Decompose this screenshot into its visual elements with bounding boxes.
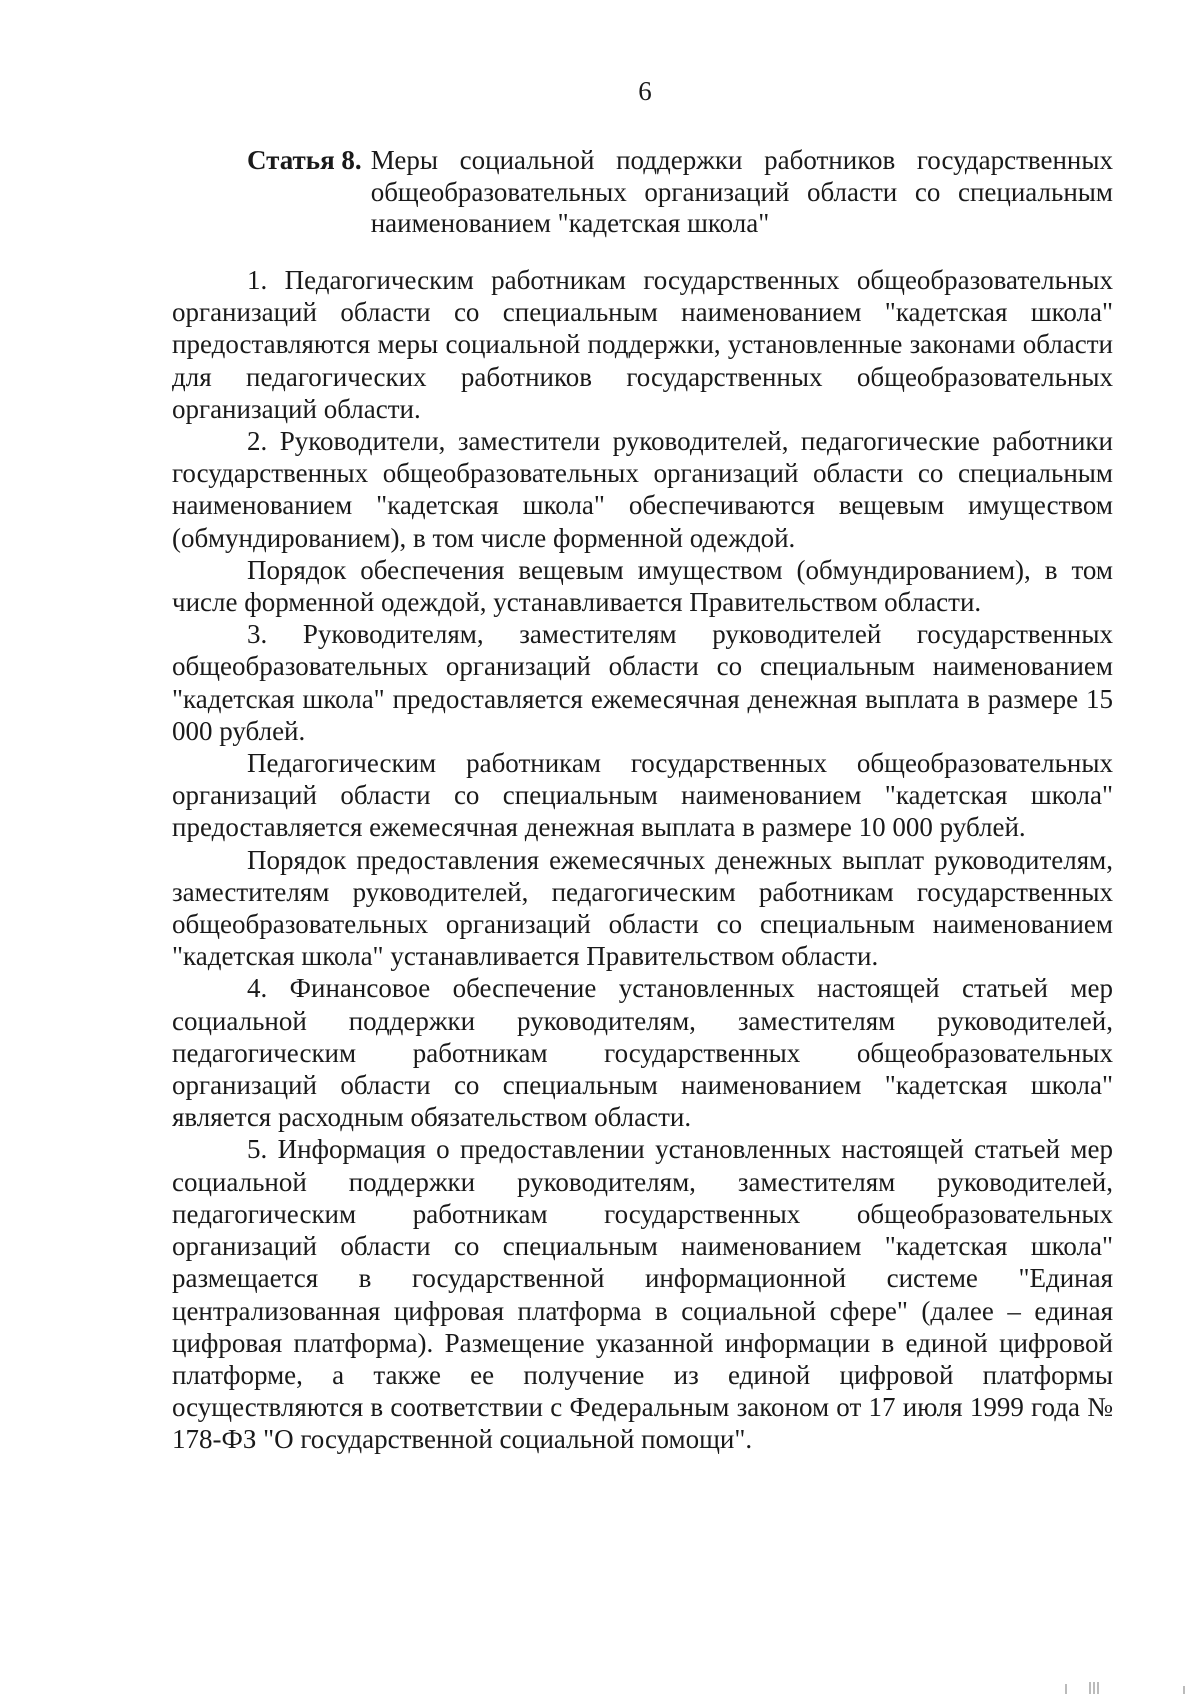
paragraph-1: 1. Педагогическим работникам государственных общеобразовательных организаций области со специальным наименованием "кадетская школа" предоставляются меры социальной поддержки, установленные законами области для педагогических работников государственных общеобразовательных организаций области.: [172, 265, 1113, 424]
paragraph-3: 3. Руководителям, заместителям руководителей государственных общеобразовательных организаций области со специальным наименованием "кадетская школа" предоставляется ежемесячная денежная выплата в размере 15 000 рублей.: [172, 619, 1113, 746]
paragraph-4: 4. Финансовое обеспечение установленных настоящей статьей мер социальной поддержки руководителям, заместителям руководителей, педагогическим работникам государственных общеобразовательных организаций области со специальным наименованием "кадетская школа" является расходным обязательством области.: [172, 973, 1113, 1133]
article-head-row: [247, 145, 1113, 240]
paragraph-3-procedure: Порядок предоставления ежемесячных денежных выплат руководителям, заместителям руководителей, педагогическим работникам государственных общеобразовательных организаций области со специальным наименованием "кадетская школа" устанавливается Правительством области.: [172, 844, 1113, 972]
paragraph-2: 2. Руководители, заместители руководителей, педагогические работники государственных общеобразовательных организаций области со специальным наименованием "кадетская школа" обеспечиваются вещевым имуществом (обмундированием), в том числе форменной одеждой.: [172, 426, 1113, 553]
article-body: [172, 264, 1113, 1456]
scan-artifact-marks: [1060, 1676, 1190, 1694]
paragraph-2-procedure: Порядок обеспечения вещевым имуществом (обмундированием), в том числе форменной одеждой, устанавливается Правительством области.: [172, 554, 1113, 618]
page-number: 6: [638, 76, 652, 106]
paragraph-5: 5. Информация о предоставлении установленных настоящей статьей мер социальной поддержки руководителям, заместителям руководителей, педагогическим работникам государственных общеобразовательных организаций области со специальным наименованием "кадетская школа" размещается в государственной информационной системе "Единая централизованная цифровая платформа в социальной сфере" (далее – единая цифровая платформа). Размещение указанной информации в единой цифровой платформе, а также ее получение из единой цифровой платформы осуществляются в соответствии с Федеральным законом от 17 июля 1999 года № 178-ФЗ "О государственной социальной помощи".: [172, 1134, 1113, 1455]
article-label: Статья 8.: [247, 145, 362, 175]
article-title: Меры социальной поддержки работников государственных общеобразовательных организаций области со специальным наименованием "кадетская школа": [370, 145, 1113, 238]
article-heading: [247, 145, 1113, 240]
paragraph-3-teachers: Педагогическим работникам государственных общеобразовательных организаций области со специальным наименованием "кадетская школа" предоставляется ежемесячная денежная выплата в размере 10 000 рублей.: [172, 748, 1113, 843]
